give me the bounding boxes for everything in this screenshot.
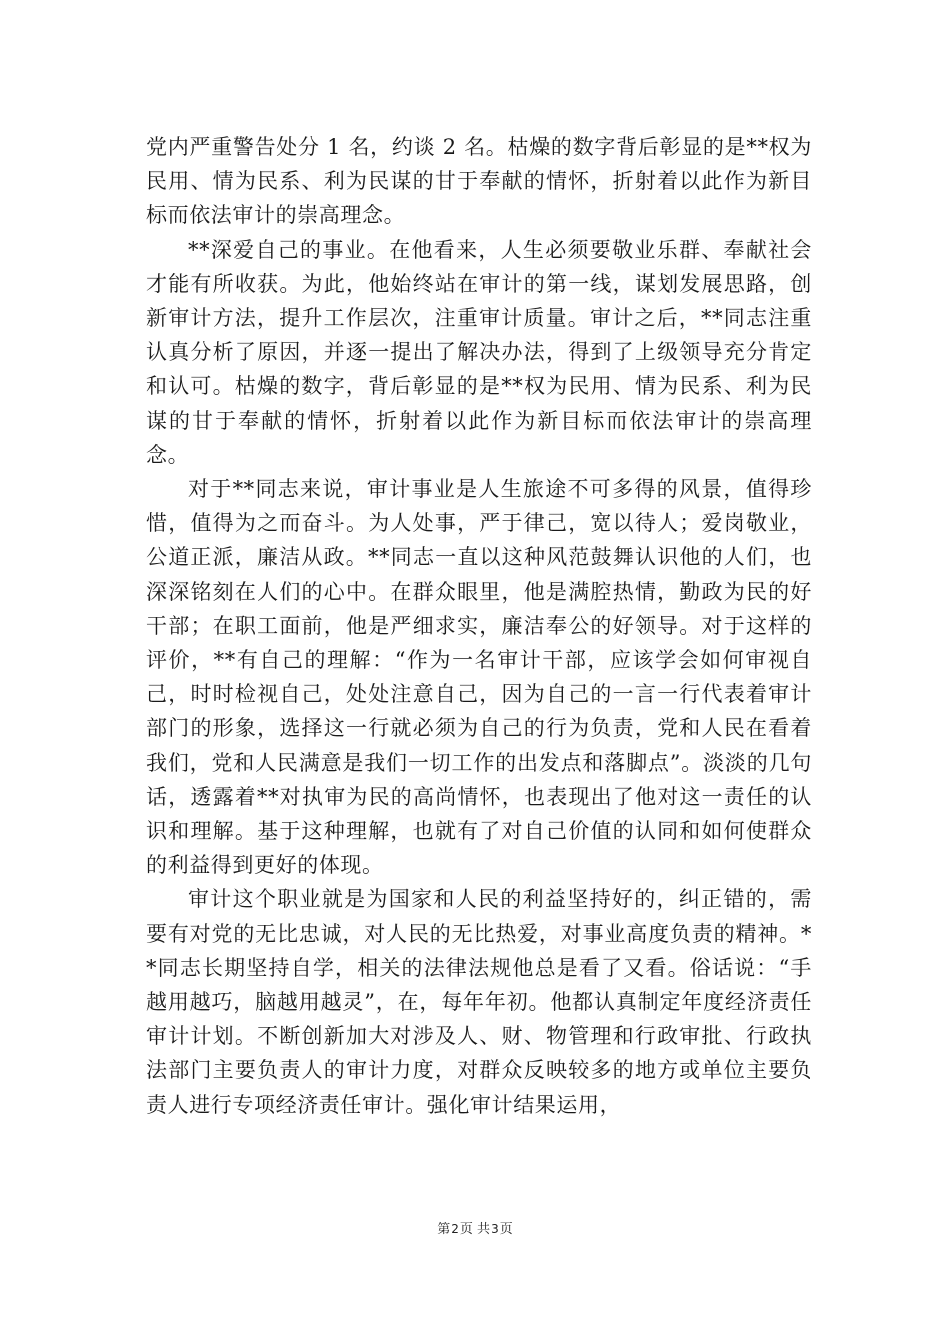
- footer-suffix: 页: [499, 1222, 513, 1237]
- paragraph-4: 审计这个职业就是为国家和人民的利益坚持好的，纠正错的，需要有对党的无比忠诚，对人民的无比热爱，对事业高度负责的精神。**同志长期坚持自学，相关的法律法规他总是看了又看。俗话说：“手越用越巧，脑越用越灵”，在，每年年初。他都认真制定年度经济责任审计计划。不断创新加大对涉及人、财、物管理和行政审批、行政执法部门主要负责人的审计力度，对群众反映较多的地方或单位主要负责人进行专项经济责任审计。强化审计结果运用，: [146, 887, 812, 1117]
- document-body: [146, 130, 812, 1122]
- paragraph-3: 对于**同志来说，审计事业是人生旅途不可多得的风景，值得珍惜，值得为之而奋斗。为人处事，严于律己，宽以待人；爱岗敬业，公道正派，廉洁从政。**同志一直以这种风范鼓舞认识他的人们，也深深铭刻在人们的心中。在群众眼里，他是满腔热情，勤政为民的好干部；在职工面前，他是严细求实，廉洁奉公的好领导。对于这样的评价，**有自己的理解：“作为一名审计干部，应该学会如何审视自己，时时检视自己，处处注意自己，因为自己的一言一行代表着审计部门的形象，选择这一行就必须为自己的行为负责，党和人民在看着我们，党和人民满意是我们一切工作的出发点和落脚点”。淡淡的几句话，透露着**对执审为民的高尚情怀，也表现出了他对这一责任的认识和理解。基于这种理解，也就有了对自己价值的认同和如何使群众的利益得到更好的体现。: [146, 477, 812, 878]
- paragraph-1: 党内严重警告处分 1 名，约谈 2 名。枯燥的数字背后彰显的是**权为民用、情为民系、利为民谋的甘于奉献的情怀，折射着以此作为新目标而依法审计的崇高理念。: [146, 135, 812, 228]
- page-footer: [0, 1220, 950, 1239]
- total-pages-number: 3: [491, 1222, 499, 1236]
- footer-prefix: 第: [437, 1222, 451, 1237]
- paragraph-2: **深爱自己的事业。在他看来，人生必须要敬业乐群、奉献社会才能有所收获。为此，他始终站在审计的第一线，谋划发展思路，创新审计方法，提升工作层次，注重审计质量。审计之后，**同志注重认真分析了原因，并逐一提出了解决办法，得到了上级领导充分肯定和认可。枯燥的数字，背后彰显的是**权为民用、情为民系、利为民谋的甘于奉献的情怀，折射着以此作为新目标而依法审计的崇高理念。: [146, 237, 812, 467]
- footer-middle: 页 共: [459, 1222, 491, 1237]
- current-page-number: 2: [451, 1222, 459, 1236]
